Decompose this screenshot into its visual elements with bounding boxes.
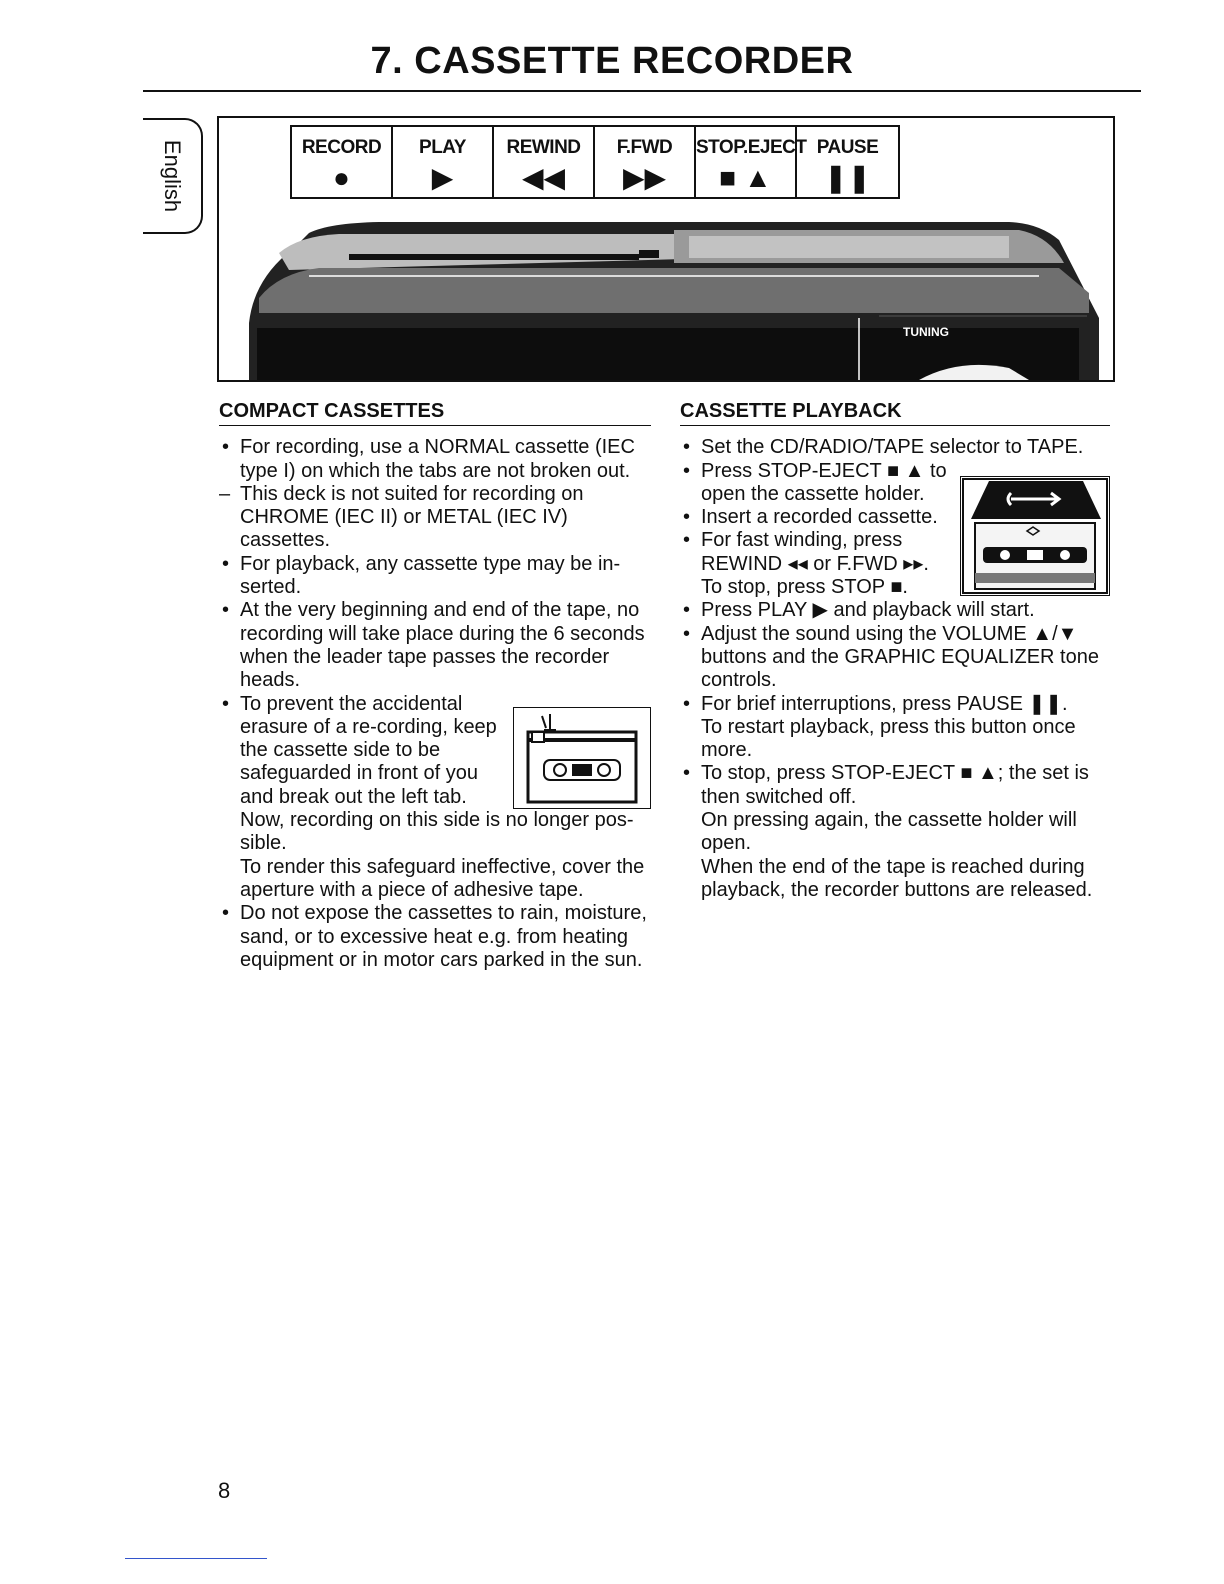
language-tab	[143, 118, 203, 234]
stop-eject-icon: ■ ▲	[719, 162, 772, 193]
footer-line	[125, 1558, 267, 1559]
list-item: • For fast winding, press REWIND ◂◂ or F.FWD ▸▸. To stop, press STOP ■.	[680, 529, 1110, 599]
deck-illustration	[217, 116, 1115, 382]
rewind-button	[494, 127, 595, 197]
play-label: PLAY	[419, 137, 466, 158]
fast-forward-icon: ▶▶	[622, 162, 667, 193]
list-item: • For playback, any cassette type may be in-serted.	[219, 553, 651, 600]
title-rule	[143, 90, 1141, 92]
stop-eject-label: STOP.EJECT	[696, 137, 807, 158]
cassette-playback-heading: CASSETTE PLAYBACK	[680, 400, 1110, 426]
language-tab-label: English	[160, 139, 185, 213]
stop-eject-button	[696, 127, 807, 197]
fast-forward-button	[595, 127, 696, 197]
pause-button	[797, 127, 898, 197]
list-item: • For brief interruptions, press PAUSE ❚❚. To restart playback, press this button once more.	[680, 693, 1110, 763]
record-icon: ●	[333, 162, 350, 193]
pause-label: PAUSE	[816, 137, 879, 158]
list-item: • Press PLAY ▶ and playback will start.	[680, 599, 1110, 622]
rewind-label: REWIND	[506, 137, 581, 158]
pause-icon: ❚❚	[824, 162, 871, 193]
rewind-icon: ◀◀	[521, 162, 566, 193]
page-number: 8	[218, 1478, 231, 1503]
list-item: • To stop, press STOP-EJECT ■ ▲; the set is then switched off. On pressing again, the cassette holder will open. When the end of the tape is reached during playback, the recorder buttons are released.	[680, 762, 1110, 902]
cassette-playback-list	[680, 436, 1110, 902]
cassette-deck-drawing	[219, 218, 1113, 380]
tuning-label: TUNING	[903, 325, 949, 339]
fast-forward-label: F.FWD	[616, 137, 673, 158]
list-item: • To prevent the accidental erasure of a re-cording, keep the cassette side to be safeguarded in front of you and break out the left tab. Now, recording on this side is no longer pos-sible. To render this safeguard ineffective, cover the aperture with a piece of adhesive tape.	[219, 693, 651, 903]
list-item: • Press STOP-EJECT ■ ▲ to open the cassette holder.	[680, 460, 1110, 507]
list-item: • Adjust the sound using the VOLUME ▲/▼ buttons and the GRAPHIC EQUALIZER tone controls.	[680, 623, 1110, 693]
page-title: 7. CASSETTE RECORDER	[370, 40, 854, 82]
compact-cassettes-heading: COMPACT CASSETTES	[219, 400, 651, 426]
transport-button-row	[290, 125, 900, 199]
record-button	[292, 127, 393, 197]
record-label: RECORD	[301, 137, 382, 158]
list-item: • For recording, use a NORMAL cassette (IEC type I) on which the tabs are not broken out.	[219, 436, 651, 483]
play-icon: ▶	[431, 162, 454, 193]
list-item: – This deck is not suited for recording on CHROME (IEC II) or METAL (IEC IV) cassettes.	[219, 483, 651, 553]
list-item: • Do not expose the cassettes to rain, moisture, sand, or to excessive heat e.g. from heating equipment or in motor cars parked in the sun.	[219, 902, 651, 972]
cassette-tab-illustration	[513, 707, 651, 809]
compact-cassettes-list	[219, 436, 651, 972]
play-button	[393, 127, 494, 197]
compact-cassettes-section	[219, 400, 651, 972]
cassette-playback-section	[680, 400, 1110, 902]
list-item: • Insert a recorded cassette.	[680, 506, 1110, 529]
list-item: • At the very beginning and end of the tape, no recording will take place during the 6 seconds when the leader tape passes the recorder heads.	[219, 599, 651, 692]
list-item: • Set the CD/RADIO/TAPE selector to TAPE.	[680, 436, 1110, 459]
